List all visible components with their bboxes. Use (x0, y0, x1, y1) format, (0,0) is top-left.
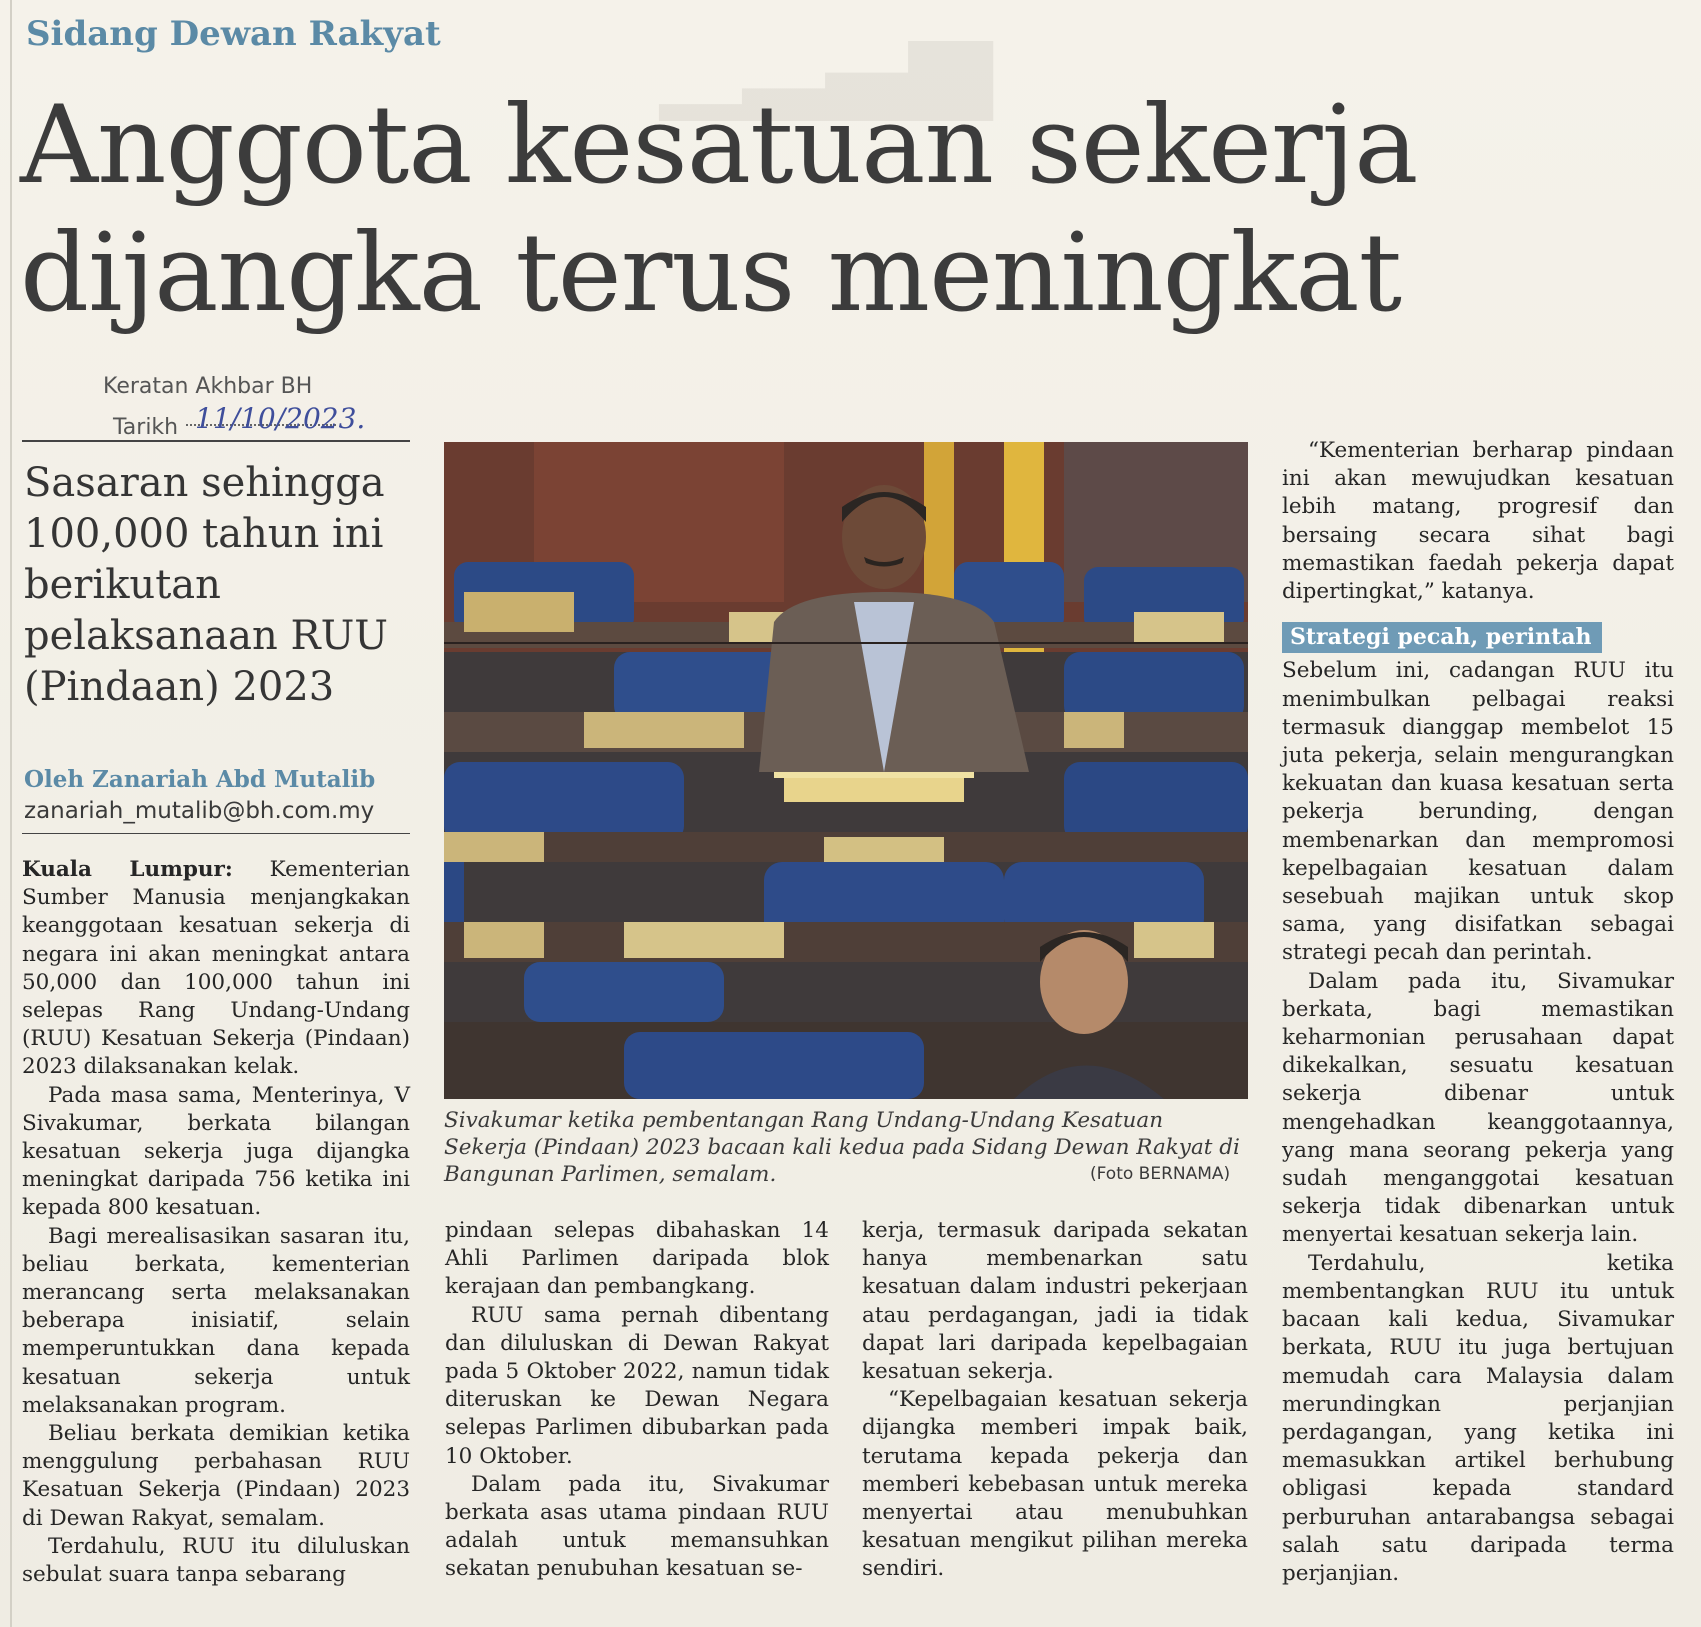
byline-email: zanariah_mutalib@bh.com.my (24, 798, 375, 824)
dateline: Kuala Lumpur: (22, 857, 233, 882)
paragraph: Sebelum ini, cadangan RUU itu menimbulkan pelbagai reaksi termasuk dianggap membelot 15 juta pekerja, selain mengurangkan kekuatan dan kuasa kesatuan serta pekerja berunding, dengan membenarkan dan mempromosi kepelbagaian kesatuan dalam sesebuah majikan untuk skop sama, yang disifatkan sebagai strategi pecah dan perintah. (1282, 658, 1674, 966)
photo-credit: (Foto BERNAMA) (1090, 1164, 1231, 1184)
paragraph: Terdahulu, RUU itu diluluskan sebulat suara tanpa sebarang (22, 1533, 410, 1588)
article-column-4 (1282, 437, 1674, 1588)
headline-line-1: Anggota kesatuan sekerja (20, 83, 1418, 208)
paragraph: “Kementerian berharap pindaan ini akan mewujudkan kesatuan lebih matang, progresif dan bersaing secara sihat bagi memastikan faedah pekerja dapat dipertingkat,” katanya. (1282, 438, 1674, 605)
paragraph: kerja, termasuk daripada sekatan hanya membenarkan satu kesatuan dalam industri pekerjaan atau perdagangan, jadi ia tidak dapat lari daripada kepelbagaian kesatuan sekerja. (862, 1218, 1248, 1385)
paragraph: Dalam pada itu, Sivamukar berkata, bagi memastikan keharmonian perusahaan dapat dikekalkan, sesuatu kesatuan sekerja dibenar untuk mengehadkan keanggotaannya, yang mana seorang pekerja yang sudah menganggotai kesatuan sekerja tidak dibenarkan untuk menyertai kesatuan sekerja lain. (1282, 968, 1674, 1248)
headline (20, 82, 1680, 338)
deck-subheadline: Sasaran sehingga 100,000 tahun ini berikutan pelaksanaan RUU (Pindaan) 2023 (24, 460, 389, 710)
paragraph: Terdahulu, ketika membentangkan RUU itu untuk bacaan kali kedua, Sivamukar berkata, RUU itu juga bertujuan memudah cara Malaysia dalam merundingkan perjanjian perdagangan, yang ketika ini memasukkan artikel berhubung obligasi kepada standard perburuhan antarabangsa sebagai salah satu daripada terma perjanjian. (1282, 1250, 1674, 1586)
byline-rule (22, 833, 410, 834)
paragraph: Dalam pada itu, Sivakumar berkata asas utama pindaan RUU adalah untuk memansuhkan sekatan penubuhan kesatuan se- (445, 1471, 829, 1582)
clipping-stamp-date: 11/10/2023. (195, 402, 366, 435)
headline-line-2: dijangka terus meningkat (20, 211, 1402, 336)
paragraph: Bagi merealisasikan sasaran itu, beliau berkata, kementerian merancang serta melaksanakan beberapa inisiatif, selain memperuntukkan dana kepada kesatuan sekerja untuk melaksanakan program. (22, 1223, 410, 1418)
clipping-stamp-title: Keratan Akhbar BH (103, 374, 313, 399)
section-label: Sidang Dewan Rakyat (26, 14, 441, 54)
deck-top-rule (22, 440, 410, 442)
paragraph-text: Kementerian Sumber Manusia menjangkakan keanggotaan kesatuan sekerja di negara ini akan meningkat antara 50,000 dan 100,000 tahun ini selepas Rang Undang-Undang (RUU) Kesatuan Sekerja (Pindaan) 2023 dilaksanakan kelak. (22, 857, 410, 1080)
paragraph: Pada masa sama, Menterinya, V Sivakumar, berkata bilangan kesatuan sekerja juga dijangka meningkat daripada 756 ketika ini kepada 800 kesatuan. (22, 1082, 410, 1221)
article-column-1 (22, 856, 410, 1589)
paragraph: Beliau berkata demikian ketika menggulung perbahasan RUU Kesatuan Sekerja (Pindaan) 2023 di Dewan Rakyat, semalam. (22, 1421, 410, 1531)
paragraph: pindaan selepas dibahaskan 14 Ahli Parlimen daripada blok kerajaan dan pembangkang. (445, 1218, 829, 1300)
byline-author: Oleh Zanariah Abd Mutalib (24, 766, 376, 793)
page-edge-rule (10, 0, 12, 1627)
paragraph (22, 856, 410, 1082)
crosshead: Strategi pecah, perintah (1282, 622, 1602, 653)
article-column-2 (445, 1217, 829, 1584)
clipping-stamp-date-label: Tarikh (113, 415, 179, 440)
paragraph: “Kepelbagaian kesatuan sekerja dijangka memberi impak baik, terutama kepada pekerja dan memberi kebebasan untuk mereka menyertai atau menubuhkan kesatuan mengikut pilihan mereka sendiri. (862, 1387, 1248, 1582)
paragraph: RUU sama pernah dibentang dan diluluskan di Dewan Rakyat pada 5 Oktober 2022, namun tidak diteruskan ke Dewan Negara selepas Parlimen dibubarkan pada 10 Oktober. (445, 1302, 829, 1469)
parliament-photo-illustration (444, 442, 1248, 1099)
photo-caption: Sivakumar ketika pembentangan Rang Undang-Undang Kesatuan Sekerja (Pindaan) 2023 bacaan kali kedua pada Sidang Dewan Rakyat di Bangunan Parlimen, semalam. (444, 1108, 1240, 1187)
article-column-3 (862, 1217, 1248, 1584)
article-photo (444, 442, 1248, 1099)
bleed-through-text: ▁▂▃▅ (660, 0, 993, 120)
